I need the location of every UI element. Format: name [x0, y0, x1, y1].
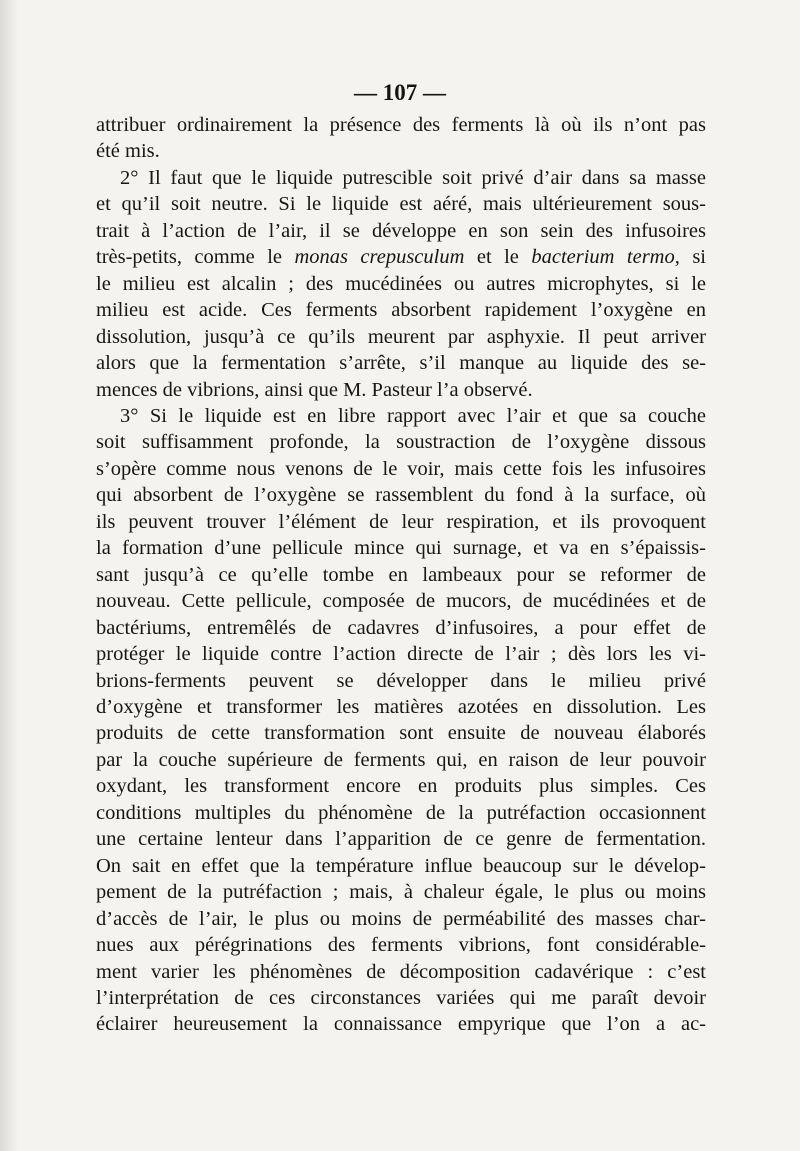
text-line: protéger le liquide contre l’action directe de l’air ; dès lors les vi- [96, 643, 706, 666]
text-line: le milieu est alcalin ; des mucédinées ou autres microphytes, si le [96, 272, 706, 295]
text-line: oxydant, les transforment encore en produits plus simples. Ces [96, 775, 706, 798]
text-line: été mis. [96, 140, 160, 163]
text-line: éclairer heureusement la connaissance empyrique que l’on a ac- [96, 1013, 706, 1036]
text-line: l’interprétation de ces circonstances variées qui me paraît devoir [96, 986, 706, 1009]
text-line: nouveau. Cette pellicule, composée de mucors, de mucédinées et de [96, 590, 706, 613]
species-name: monas crepusculum [294, 246, 465, 269]
page-number: — 107 — [354, 80, 446, 105]
body-text [96, 112, 706, 1038]
text-line: produits de cette transformation sont ensuite de nouveau élaborés [96, 722, 706, 745]
text-line: qui absorbent de l’oxygène se rassemblent du fond à la surface, où [96, 484, 706, 507]
text-line: milieu est acide. Ces ferments absorbent rapidement l’oxygène en [96, 299, 706, 322]
text-line: par la couche supérieure de ferments qui, en raison de leur pouvoir [96, 748, 706, 771]
text-line: 2° Il faut que le liquide putrescible soit privé d’air dans sa masse [120, 166, 706, 189]
text-line: une certaine lenteur dans l’apparition de ce genre de fermentation. [96, 828, 706, 851]
text-line: ment varier les phénomènes de décomposition cadavérique : c’est [96, 960, 706, 983]
text-line: bactériums, entremêlés de cadavres d’infusoires, a pour effet de [96, 616, 706, 639]
text-line: attribuer ordinairement la présence des ferments là où ils n’ont pas [96, 114, 706, 136]
text-line: pement de la putréfaction ; mais, à chaleur égale, le plus ou moins [96, 881, 706, 904]
text-line: s’opère comme nous venons de le voir, mais cette fois les infusoires [96, 457, 706, 480]
paragraph-1 [96, 112, 706, 165]
text-line: conditions multiples du phénomène de la putréfaction occasionnent [96, 801, 706, 824]
text-line: dissolution, jusqu’à ce qu’ils meurent par asphyxie. Il peut arriver [96, 325, 706, 348]
text-line: On sait en effet que la température influe beaucoup sur le dévelop- [96, 854, 706, 877]
text-line: sant jusqu’à ce qu’elle tombe en lambeaux pour se reformer de [96, 563, 706, 586]
paragraph-3 [96, 403, 706, 1038]
text-line: trait à l’action de l’air, il se développe en son sein des infusoires [96, 219, 706, 242]
text-line: mences de vibrions, ainsi que M. Pasteur l’a observé. [96, 378, 533, 401]
text-line: nues aux pérégrinations des ferments vibrions, font considérable- [96, 934, 706, 957]
text-line: et qu’il soit neutre. Si le liquide est aéré, mais ultérieurement sous- [96, 193, 706, 216]
text-line: ils peuvent trouver l’élément de leur respiration, et ils provoquent [96, 510, 706, 533]
page-edge-shadow [0, 0, 18, 1151]
text-line: alors que la fermentation s’arrête, s’il manque au liquide des se- [96, 352, 706, 375]
paragraph-2 [96, 165, 706, 403]
text-line: très-petits, comme le monas crepusculum et le bacterium termo, si [96, 246, 706, 269]
text-line: d’oxygène et transformer les matières azotées en dissolution. Les [96, 695, 706, 718]
text-line: brions-ferments peuvent se développer dans le milieu privé [96, 669, 706, 692]
text-line: 3° Si le liquide est en libre rapport avec l’air et que sa couche [120, 404, 706, 427]
text-line: soit suffisamment profonde, la soustraction de l’oxygène dissous [96, 431, 706, 454]
text-line: d’accès de l’air, le plus ou moins de perméabilité des masses char- [96, 907, 706, 930]
species-name: bacterium termo [531, 246, 675, 269]
text-line: la formation d’une pellicule mince qui surnage, et va en s’épaissis- [96, 537, 706, 560]
